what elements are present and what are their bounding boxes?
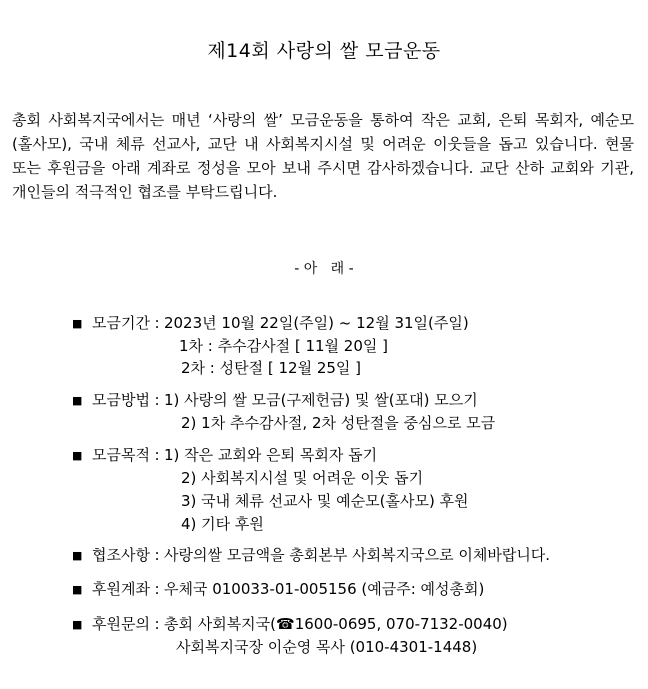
method-row bbox=[72, 388, 478, 413]
account-label: 후원계좌 bbox=[92, 580, 150, 598]
purpose-row bbox=[72, 443, 377, 468]
cooperation-value: 사랑의쌀 모금액을 총회본부 사회복지국으로 이체바랍니다. bbox=[163, 546, 551, 564]
colon: : bbox=[154, 314, 160, 332]
account-value: 우체국 010033-01-005156 (예금주: 예성총회) bbox=[163, 580, 485, 598]
method-label: 모금방법 bbox=[92, 391, 150, 409]
period-line-1: 1차 : 추수감사절 [ 11월 20일 ] bbox=[179, 337, 389, 355]
inquiry-line-2: 사회복지국장 이순영 목사 (010-4301-1448) bbox=[176, 638, 478, 656]
purpose-line-4: 4) 기타 후원 bbox=[181, 515, 264, 533]
inquiry-label: 후원문의 bbox=[92, 615, 150, 633]
arae-heading: - 아 래 - bbox=[294, 261, 354, 277]
square-bullet-icon: ■ bbox=[72, 583, 83, 596]
inquiry-value: 총회 사회복지국(☎1600-0695, 070-7132-0040) bbox=[163, 615, 508, 633]
colon: : bbox=[154, 615, 160, 633]
colon: : bbox=[154, 580, 160, 598]
colon: : bbox=[154, 546, 160, 564]
method-line-2: 2) 1차 추수감사절, 2차 성탄절을 중심으로 모금 bbox=[181, 414, 496, 432]
inquiry-row bbox=[72, 612, 508, 637]
period-value: 2023년 10월 22일(주일) ~ 12월 31일(주일) bbox=[163, 314, 469, 332]
period-label: 모금기간 bbox=[92, 314, 150, 332]
square-bullet-icon: ■ bbox=[72, 394, 83, 407]
square-bullet-icon: ■ bbox=[72, 549, 83, 562]
purpose-line-1: 1) 작은 교회와 은퇴 목회자 돕기 bbox=[163, 446, 378, 464]
purpose-label: 모금목적 bbox=[92, 446, 150, 464]
cooperation-row bbox=[72, 543, 550, 568]
square-bullet-icon: ■ bbox=[72, 317, 83, 330]
colon: : bbox=[154, 391, 160, 409]
period-row bbox=[72, 311, 469, 336]
square-bullet-icon: ■ bbox=[72, 618, 83, 631]
cooperation-label: 협조사항 bbox=[92, 546, 150, 564]
page-title: 제14회 사랑의 쌀 모금운동 bbox=[207, 40, 441, 62]
intro-paragraph: 총회 사회복지국에서는 매년 ‘사랑의 쌀’ 모금운동을 통하여 작은 교회, 은퇴 목회자, 예순모(홀사모), 국내 체류 선교사, 교단 내 사회복지시설 및 어려운 이웃들을 돕고 있습니다. 현물 또는 후원금을 아래 계좌로 정성을 모아 보내 주시면 감사하겠습니다. 교단 산하 교회와 기관, 개인들의 적극적인 협조를 부탁드립니다. bbox=[12, 111, 634, 201]
purpose-line-2: 2) 사회복지시설 및 어려운 이웃 돕기 bbox=[181, 469, 424, 487]
method-line-1: 1) 사랑의 쌀 모금(구제헌금) 및 쌀(포대) 모으기 bbox=[163, 391, 478, 409]
square-bullet-icon: ■ bbox=[72, 449, 83, 462]
period-line-2: 2차 : 성탄절 [ 12월 25일 ] bbox=[181, 359, 362, 377]
purpose-line-3: 3) 국내 체류 선교사 및 예순모(홀사모) 후원 bbox=[181, 492, 469, 510]
colon: : bbox=[154, 446, 160, 464]
account-row bbox=[72, 577, 484, 602]
